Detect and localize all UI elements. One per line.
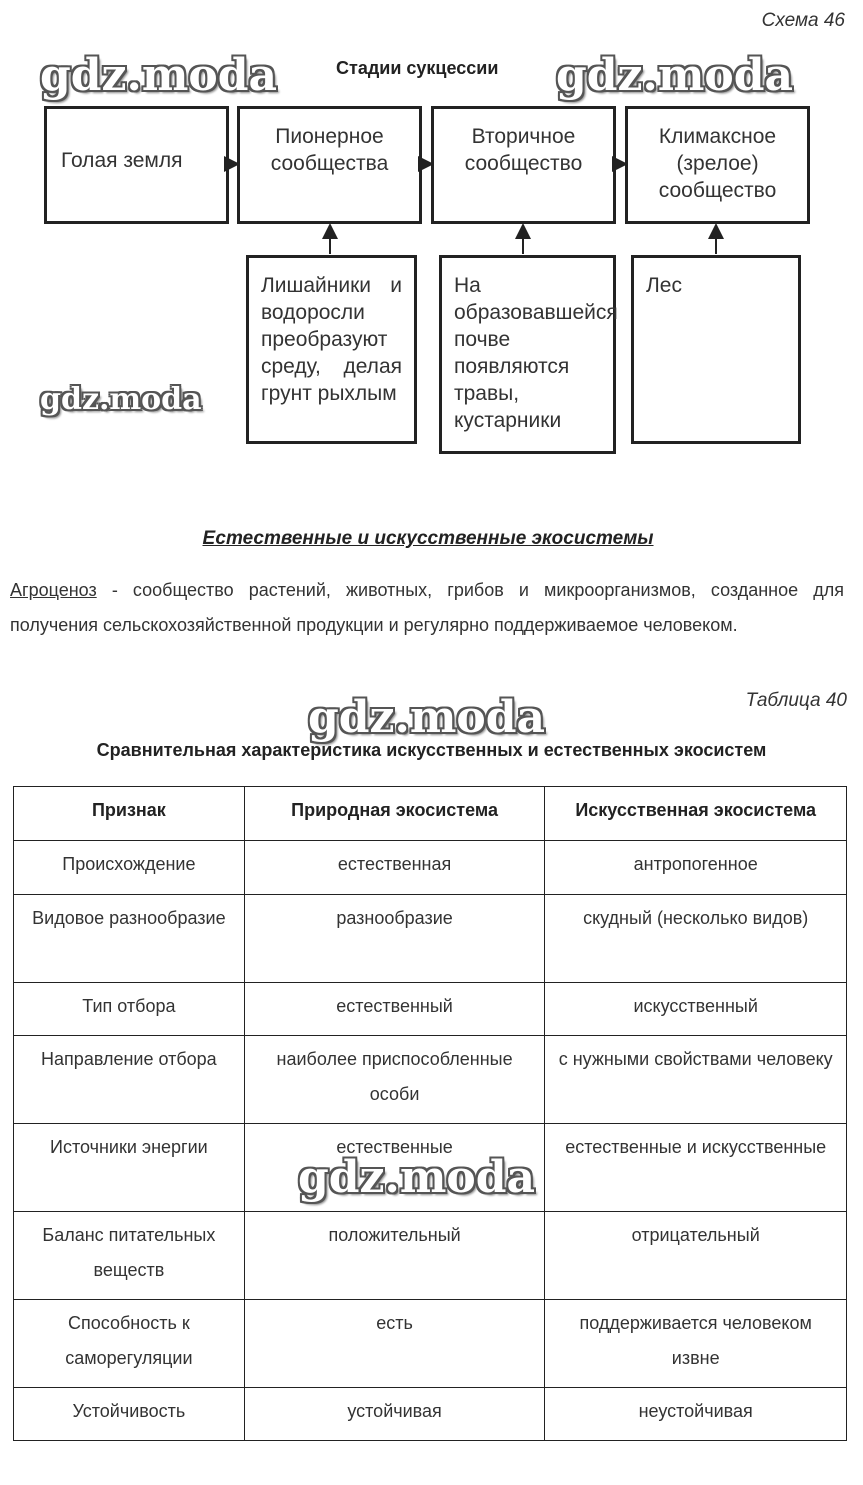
watermark-logo: gdz.moda xyxy=(40,50,278,101)
scheme-label: Схема 46 xyxy=(761,10,845,31)
table-title: Сравнительная характеристика искусственных и естественных экосистем xyxy=(96,740,767,760)
table-cell: устойчивая xyxy=(244,1388,545,1441)
table-cell: есть xyxy=(244,1300,545,1388)
definition-text: - сообщество растений, животных, грибов и микроорганизмов, созданное для получения сельскохозяйственной продукции и регулярно поддерживаемое человеком. xyxy=(10,580,844,635)
table-header-cell: Природная экосистема xyxy=(244,787,545,841)
table-cell: Баланс питательных веществ xyxy=(14,1212,245,1300)
stage-box-climax: Климаксное (зрелое) сообщество xyxy=(625,106,810,224)
table-row xyxy=(14,841,847,895)
table-cell: Происхождение xyxy=(14,841,245,895)
table-header-cell: Признак xyxy=(14,787,245,841)
table-cell: поддерживается человеком извне xyxy=(545,1300,847,1388)
table-cell: Способность к саморегуляции xyxy=(14,1300,245,1388)
table-cell: Источники энергии xyxy=(14,1124,245,1212)
table-cell: с нужными свойствами человеку xyxy=(545,1036,847,1124)
table-cell: неустойчивая xyxy=(545,1388,847,1441)
table-row xyxy=(14,1212,847,1300)
watermark-logo: gdz.moda xyxy=(556,50,794,101)
description-box-climax: Лес xyxy=(631,255,801,444)
watermark-logo: gdz.moda xyxy=(308,692,546,743)
stage-box-pioneer: Пионерное сообщества xyxy=(237,106,422,224)
description-box-pioneer: Лишайники и водоросли преобразуют среду, делая грунт рыхлым xyxy=(246,255,417,444)
table-row xyxy=(14,983,847,1036)
description-box-secondary: На образовавшейся почве появляются травы, кустарники xyxy=(439,255,616,454)
table-cell: антропогенное xyxy=(545,841,847,895)
stage-box-bare-ground: Голая земля xyxy=(44,106,229,224)
comparison-table xyxy=(13,786,847,1441)
table-cell: отрицательный xyxy=(545,1212,847,1300)
stage-box-secondary: Вторичное сообщество xyxy=(431,106,616,224)
table-row xyxy=(14,1300,847,1388)
table-cell: наиболее приспособленные особи xyxy=(244,1036,545,1124)
table-cell: естественный xyxy=(244,983,545,1036)
table-cell: естественные и искусственные xyxy=(545,1124,847,1212)
table-label: Таблица 40 xyxy=(745,690,847,711)
table-cell: естественные xyxy=(244,1124,545,1212)
table-cell: естественная xyxy=(244,841,545,895)
table-header-row xyxy=(14,787,847,841)
definition-paragraph xyxy=(10,573,844,643)
table-cell: положительный xyxy=(244,1212,545,1300)
scheme-arrows xyxy=(0,0,863,480)
table-cell: Направление отбора xyxy=(14,1036,245,1124)
table-row xyxy=(14,1388,847,1441)
table-cell: Видовое разнообразие xyxy=(14,895,245,983)
table-header-cell: Искусственная экосистема xyxy=(545,787,847,841)
watermark-logo: gdz.moda xyxy=(40,382,202,417)
table-row xyxy=(14,895,847,983)
section-heading: Естественные и искусственные экосистемы xyxy=(202,528,654,549)
table-row xyxy=(14,1036,847,1124)
table-cell: Тип отбора xyxy=(14,983,245,1036)
table-cell: разнообразие xyxy=(244,895,545,983)
table-cell: Устойчивость xyxy=(14,1388,245,1441)
table-cell: искусственный xyxy=(545,983,847,1036)
definition-term: Агроценоз xyxy=(10,580,97,600)
watermark-logo: gdz.moda xyxy=(298,1152,536,1203)
scheme-title: Стадии сукцессии xyxy=(336,58,499,78)
table-cell: скудный (несколько видов) xyxy=(545,895,847,983)
